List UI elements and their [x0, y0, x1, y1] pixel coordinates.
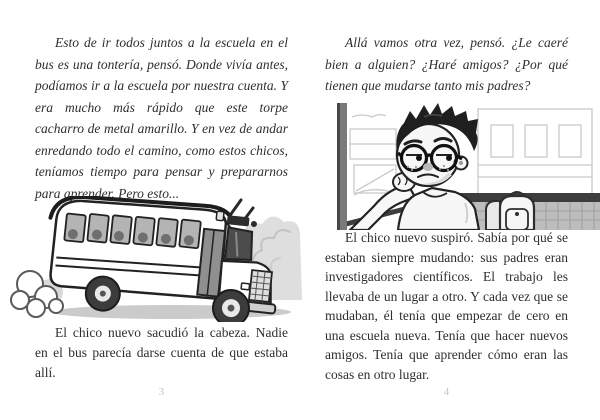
- page-number-left: 3: [158, 386, 165, 398]
- right-narration-paragraph: El chico nuevo suspiró. Sabía por qué se estaban siempre mudando: sus padres eran investigadores científicos. El trabajo les llevaba de un lugar a otro. Y cada vez que se mudaban, él tenía que empezar de cero en una escuela nueva. Tenía que hacer nuevos amigos. Tenía que aprender cómo eran las cosas en otro lugar.: [325, 230, 568, 382]
- boy-on-bus-illustration: [328, 103, 600, 230]
- left-narration-paragraph: El chico nuevo sacudió la cabeza. Nadie en el bus parecía darse cuenta de que estaba allí.: [35, 325, 288, 380]
- school-bus-illustration: [6, 196, 304, 322]
- boy-nose: [423, 163, 433, 171]
- window-frame: [337, 103, 347, 230]
- boy: [350, 103, 479, 230]
- page-number-right: 4: [443, 386, 450, 398]
- bus-windshield: [225, 227, 254, 262]
- right-thought-paragraph: Allá vamos otra vez, pensó. ¿Le caeré bien a alguien? ¿Haré amigos? ¿Por qué tienen que mudarse tanto mis padres?: [325, 35, 568, 93]
- headlight: [241, 283, 250, 290]
- bus-grille: [249, 270, 272, 302]
- left-thought-paragraph: Esto de ir todos juntos a la escuela en el bus es una tontería, pensó. Donde vivía antes, podíamos ir a la escuela por nuestra cuenta. Y era mucho más rápido que este torpe cacharro de metal amarillo. Y en vez de andar enredando todo el camino, como estos chicos, teníamos tiempo para pensar y prepararnos para aprender. Pero esto...: [35, 35, 288, 201]
